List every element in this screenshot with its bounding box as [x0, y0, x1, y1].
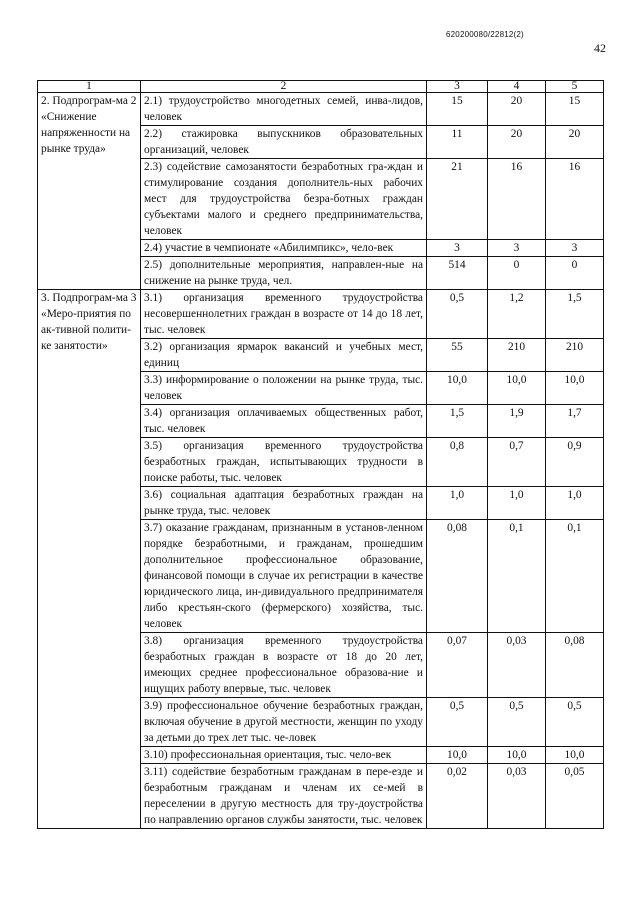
- value-cell: 210: [546, 339, 604, 372]
- value-cell: 10,0: [546, 747, 604, 764]
- column-header: 1: [38, 81, 141, 93]
- value-cell: 0,07: [427, 633, 488, 698]
- value-cell: 0,08: [427, 520, 488, 633]
- value-cell: 0,1: [546, 520, 604, 633]
- value-cell: 0,9: [546, 438, 604, 487]
- value-cell: 10,0: [488, 747, 546, 764]
- value-cell: 15: [427, 93, 488, 126]
- measure-description: 3.6) социальная адаптация безработных граждан на рынке труда, тыс. человек: [141, 487, 427, 520]
- measure-description: 3.5) организация временного трудоустройства безработных граждан, испытывающих трудности в поиске работы, тыс. человек: [141, 438, 427, 487]
- value-cell: 0,5: [546, 698, 604, 747]
- value-cell: 15: [546, 93, 604, 126]
- value-cell: 1,5: [546, 290, 604, 339]
- value-cell: 0,03: [488, 764, 546, 829]
- measure-description: 3.7) оказание гражданам, признанным в установ-ленном порядке безработными, и гражданам, прошедшим дополнительное профессиональное образование, финансовой помощи в случае их регистрации в качестве юридического лица, ин-дивидуального предпринимателя либо крестьян-ского (фермерского) хозяйства, тыс. человек: [141, 520, 427, 633]
- value-cell: 1,7: [546, 405, 604, 438]
- value-cell: 10,0: [546, 372, 604, 405]
- column-header: 2: [141, 81, 427, 93]
- measure-description: 3.1) организация временного трудоустройства несовершеннолетних граждан в возрасте от 14 до 18 лет, тыс. человек: [141, 290, 427, 339]
- measure-description: 2.5) дополнительные мероприятия, направлен-ные на снижение на рынке труда, чел.: [141, 257, 427, 290]
- value-cell: 0,1: [488, 520, 546, 633]
- value-cell: 3: [546, 240, 604, 257]
- column-header: 3: [427, 81, 488, 93]
- column-header: 4: [488, 81, 546, 93]
- value-cell: 0: [488, 257, 546, 290]
- column-header: 5: [546, 81, 604, 93]
- value-cell: 1,9: [488, 405, 546, 438]
- measure-description: 3.11) содействие безработным гражданам в пере-езде и безработным гражданам и членам их се-мей в переселении в другую местность для тру-доустройства по направлению органов службы занятости, тыс. человек: [141, 764, 427, 829]
- value-cell: 20: [488, 93, 546, 126]
- value-cell: 0,08: [546, 633, 604, 698]
- page-number: 42: [594, 41, 606, 55]
- document-id: 620200080/22812(2): [446, 30, 524, 39]
- value-cell: 0,8: [427, 438, 488, 487]
- value-cell: 16: [546, 159, 604, 240]
- value-cell: 0,03: [488, 633, 546, 698]
- value-cell: 20: [488, 126, 546, 159]
- value-cell: 1,2: [488, 290, 546, 339]
- table-header-row: [38, 81, 604, 93]
- value-cell: 1,5: [427, 405, 488, 438]
- program-table: [37, 80, 604, 829]
- value-cell: 10,0: [427, 372, 488, 405]
- value-cell: 16: [488, 159, 546, 240]
- subprogram-name: 2. Подпрограм-ма 2 «Снижение напряженности на рынке труда»: [38, 93, 141, 290]
- value-cell: 0,5: [427, 698, 488, 747]
- value-cell: 3: [488, 240, 546, 257]
- value-cell: 21: [427, 159, 488, 240]
- value-cell: 0: [546, 257, 604, 290]
- value-cell: 3: [427, 240, 488, 257]
- value-cell: 10,0: [427, 747, 488, 764]
- value-cell: 1,0: [546, 487, 604, 520]
- table-row: [38, 290, 604, 339]
- value-cell: 10,0: [488, 372, 546, 405]
- value-cell: 514: [427, 257, 488, 290]
- value-cell: 1,0: [488, 487, 546, 520]
- value-cell: 0,02: [427, 764, 488, 829]
- table-row: [38, 93, 604, 126]
- measure-description: 3.2) организация ярмарок вакансий и учебных мест, единиц: [141, 339, 427, 372]
- value-cell: 0,5: [488, 698, 546, 747]
- measure-description: 3.10) профессиональная ориентация, тыс. чело-век: [141, 747, 427, 764]
- measure-description: 3.8) организация временного трудоустройства безработных граждан в возрасте от 18 до 20 лет, имеющих среднее профессиональное образова-ние и ищущих работу впервые, тыс. человек: [141, 633, 427, 698]
- measure-description: 3.9) профессиональное обучение безработных граждан, включая обучение в другой местности, женщин по уходу за детьми до трех лет тыс. че-ловек: [141, 698, 427, 747]
- measure-description: 3.3) информирование о положении на рынке труда, тыс. человек: [141, 372, 427, 405]
- value-cell: 0,05: [546, 764, 604, 829]
- measure-description: 2.4) участие в чемпионате «Абилимпикс», чело-век: [141, 240, 427, 257]
- table-body: [38, 93, 604, 829]
- value-cell: 1,0: [427, 487, 488, 520]
- measure-description: 2.2) стажировка выпускников образовательных организаций, человек: [141, 126, 427, 159]
- value-cell: 210: [488, 339, 546, 372]
- measure-description: 2.3) содействие самозанятости безработных гра-ждан и стимулирование создания дополнитель-ных рабочих мест для трудоустройства безра-ботных граждан субъектами малого и среднего предпринимательства, человек: [141, 159, 427, 240]
- value-cell: 0,7: [488, 438, 546, 487]
- subprogram-name: 3. Подпрограм-ма 3 «Меро-приятия по ак-тивной полити-ке занятости»: [38, 290, 141, 829]
- value-cell: 55: [427, 339, 488, 372]
- value-cell: 20: [546, 126, 604, 159]
- measure-description: 3.4) организация оплачиваемых общественных работ, тыс. человек: [141, 405, 427, 438]
- measure-description: 2.1) трудоустройство многодетных семей, инва-лидов, человек: [141, 93, 427, 126]
- value-cell: 11: [427, 126, 488, 159]
- value-cell: 0,5: [427, 290, 488, 339]
